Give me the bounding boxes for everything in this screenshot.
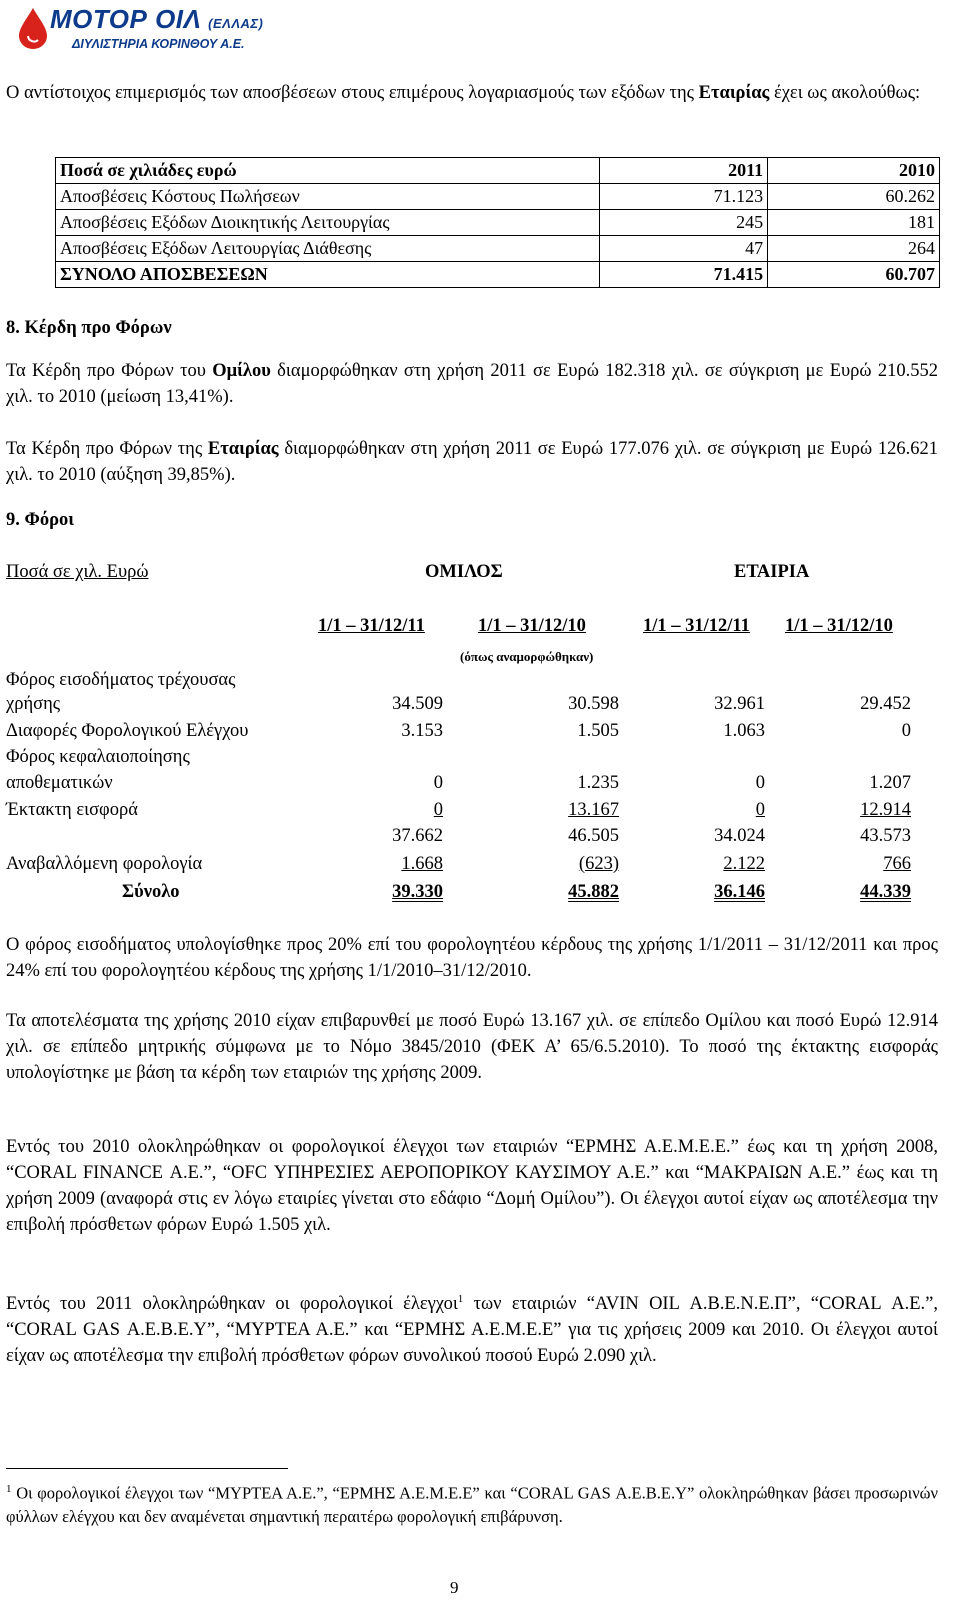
tax-cell: 12.914 xyxy=(860,800,911,820)
tax-cell: 1.207 xyxy=(869,773,911,793)
tax-row-label: Φόρος κεφαλαιοποίησης xyxy=(6,747,190,767)
table-header-cell: 2011 xyxy=(600,158,768,184)
deferred-cell: 1.668 xyxy=(401,854,443,874)
depreciation-table xyxy=(55,157,940,288)
deferred-cell: (623) xyxy=(578,854,619,874)
table-cell: 47 xyxy=(600,236,768,262)
total-cell: 44.339 xyxy=(860,882,911,902)
restated-note: (όπως αναμορφώθηκαν) xyxy=(460,649,594,664)
footnote-marker: 1 xyxy=(6,1483,12,1495)
subtotal-cell: 37.662 xyxy=(392,826,443,846)
table-cell: Αποσβέσεις Εξόδων Διοικητικής Λειτουργίας xyxy=(56,210,600,236)
deferred-cell: 766 xyxy=(883,854,911,874)
table-cell: 60.707 xyxy=(768,262,940,288)
section-9-heading: 9. Φόροι xyxy=(6,510,74,530)
table-total-row xyxy=(56,262,940,288)
tax-cell: 29.452 xyxy=(860,694,911,714)
group-column-label: ΟΜΙΛΟΣ xyxy=(425,562,503,582)
tax-rate-paragraph: Ο φόρος εισοδήματος υπολογίσθηκε προς 20% επί του φορολογητέου κέρδους της χρήσης 1/1/2011 – 31/12/2011 και προς 24% επί του φορολογητέου κέρδους της χρήσης 1/1/2010–31/12/2010. xyxy=(6,935,938,981)
amounts-label: Ποσά σε χιλ. Ευρώ xyxy=(6,562,149,582)
tax-cell: 0 xyxy=(755,773,765,793)
tax-cell: 1.235 xyxy=(577,773,619,793)
table-cell: 245 xyxy=(600,210,768,236)
table-row xyxy=(56,236,940,262)
tax-cell: 0 xyxy=(755,800,765,820)
tax-cell: 1.063 xyxy=(723,721,765,741)
table-header-row xyxy=(56,158,940,184)
table-cell: Αποσβέσεις Κόστους Πωλήσεων xyxy=(56,184,600,210)
subtotal-cell: 46.505 xyxy=(568,826,619,846)
period-header: 1/1 – 31/12/11 xyxy=(318,616,425,636)
tax-cell: 0 xyxy=(433,773,443,793)
tax-row-label: αποθεματικών xyxy=(6,773,113,793)
footnote-divider xyxy=(6,1468,288,1469)
tax-row-label: Φόρος εισοδήματος τρέχουσας xyxy=(6,670,236,690)
tax-cell: 34.509 xyxy=(392,694,443,714)
section-8-paragraph-2: Τα Κέρδη προ Φόρων της Εταιρίας διαμορφώθηκαν στη χρήση 2011 σε Ευρώ 177.076 χιλ. σε σύγκριση με Ευρώ 126.621 χιλ. το 2010 (αύξηση 39,85%). xyxy=(6,439,939,485)
table-cell: 181 xyxy=(768,210,940,236)
page-number: 9 xyxy=(450,1578,459,1597)
table-cell: ΣΥΝΟΛΟ ΑΠΟΣΒΕΣΕΩΝ xyxy=(56,262,600,288)
table-row xyxy=(56,184,940,210)
table-header-cell: 2010 xyxy=(768,158,940,184)
company-logo xyxy=(16,4,264,56)
tax-cell: 30.598 xyxy=(568,694,619,714)
total-label: Σύνολο xyxy=(122,882,180,902)
extraordinary-contribution-paragraph: Τα αποτελέσματα της χρήσης 2010 είχαν επιβαρυνθεί με ποσό Ευρώ 13.167 χιλ. σε επίπεδο Ομίλου και ποσό Ευρώ 12.914 χιλ. σε επίπεδο μητρικής σύμφωνα με το Νόμο 3845/2010 (ΦΕΚ Α’ 65/6.5.2010). Το ποσό της έκτακτης εισφοράς υπολογίστηκε με βάση τα κέρδη των εταιριών της χρήσης 2009. xyxy=(6,1011,938,1083)
tax-cell: 0 xyxy=(901,721,911,741)
tax-cell: 0 xyxy=(433,800,443,820)
subtotal-cell: 43.573 xyxy=(860,826,911,846)
intro-paragraph: Ο αντίστοιχος επιμερισμός των αποσβέσεων στους επιμέρους λογαριασμούς των εξόδων της Εταιρίας έχει ως ακολούθως: xyxy=(6,83,921,103)
deferred-cell: 2.122 xyxy=(723,854,765,874)
tax-audit-2011-paragraph: Εντός του 2011 ολοκληρώθηκαν οι φορολογικοί έλεγχοι$^1$ των εταιριών “AVIN OIL Α.Β.Ε.Ν.Ε.Π”, “CORAL Α.Ε.”, “CORAL GAS Α.Ε.Β.Ε.Υ”, “ΜΥΡΤΕΑ Α.Ε.” και “ΕΡΜΗΣ Α.Ε.Μ.Ε.Ε” για τις χρήσεις 2009 και 2010. Οι έλεγχοι αυτοί είχαν ως αποτέλεσμα την επιβολή πρόσθετων φόρων συνολικού ποσού Ευρώ 2.090 χιλ. xyxy=(6,1293,938,1367)
table-cell: 264 xyxy=(768,236,940,262)
tax-cell: 3.153 xyxy=(401,721,443,741)
table-header-cell: Ποσά σε χιλιάδες ευρώ xyxy=(56,158,600,184)
table-cell: 71.123 xyxy=(600,184,768,210)
section-8-paragraph-1: Τα Κέρδη προ Φόρων του Ομίλου διαμορφώθηκαν στη χρήση 2011 σε Ευρώ 182.318 χιλ. σε σύγκριση με Ευρώ 210.552 χιλ. το 2010 (μείωση 13,41%). xyxy=(6,361,939,407)
logo-subtitle: ΔΙΥΛΙΣΤΗΡΙΑ ΚΟΡΙΝΘΟΥ Α.Ε. xyxy=(72,37,245,51)
total-cell: 36.146 xyxy=(714,882,765,902)
total-cell: 39.330 xyxy=(392,882,443,902)
tax-row-label: χρήσης xyxy=(6,694,61,714)
logo-wordmark: ΜΟΤΟΡ ΟΙΛ (ΕΛΛΑΣ) xyxy=(50,4,264,34)
table-cell: 60.262 xyxy=(768,184,940,210)
deferred-tax-label: Αναβαλλόμενη φορολογία xyxy=(6,854,203,874)
tax-audit-2010-paragraph: Εντός του 2010 ολοκληρώθηκαν οι φορολογικοί έλεγχοι των εταιριών “ΕΡΜΗΣ Α.Ε.Μ.Ε.Ε.” έως και τη χρήση 2008, “CORAL FINANCE Α.Ε.”, “OFC ΥΠΗΡΕΣΙΕΣ ΑΕΡΟΠΟΡΙΚΟΥ ΚΑΥΣΙΜΟΥ Α.Ε.” και “ΜΑΚΡΑΙΩΝ Α.Ε.” έως και τη χρήση 2009 (αναφορά στις εν λόγω εταιρίες γίνεται στο εδάφιο “Δομή Ομίλου”). Οι έλεγχοι αυτοί είχαν ως αποτέλεσμα την επιβολή πρόσθετων φόρων Ευρώ 1.505 χιλ. xyxy=(6,1137,938,1235)
table-cell: 71.415 xyxy=(600,262,768,288)
period-header: 1/1 – 31/12/10 xyxy=(785,616,893,636)
total-cell: 45.882 xyxy=(568,882,619,902)
footnote-reference: 1 xyxy=(457,1293,464,1305)
table-cell: Αποσβέσεις Εξόδων Λειτουργίας Διάθεσης xyxy=(56,236,600,262)
drop-icon xyxy=(16,6,50,50)
period-header: 1/1 – 31/12/10 xyxy=(478,616,586,636)
tax-cell: 32.961 xyxy=(714,694,765,714)
table-row xyxy=(56,210,940,236)
section-8-heading: 8. Κέρδη προ Φόρων xyxy=(6,318,172,338)
tax-row-label: Διαφορές Φορολογικού Ελέγχου xyxy=(6,721,249,741)
footnote: $^1$ Οι φορολογικοί έλεγχοι των “ΜΥΡΤΕΑ Α.Ε.”, “ΕΡΜΗΣ Α.Ε.Μ.Ε.Ε” και “CORAL GAS Α.Ε.Β.Ε.Υ” ολοκληρώθηκαν βάσει προσωρινών φύλλων ελέγχου και δεν αναμένεται σημαντική περαιτέρω φορολογική επιβάρυνση. xyxy=(6,1483,938,1526)
company-column-label: ΕΤΑΙΡΙΑ xyxy=(734,562,810,582)
subtotal-cell: 34.024 xyxy=(714,826,765,846)
tax-row-label: Έκτακτη εισφορά xyxy=(6,800,138,820)
tax-cell: 1.505 xyxy=(577,721,619,741)
period-header: 1/1 – 31/12/11 xyxy=(643,616,750,636)
tax-cell: 13.167 xyxy=(568,800,619,820)
